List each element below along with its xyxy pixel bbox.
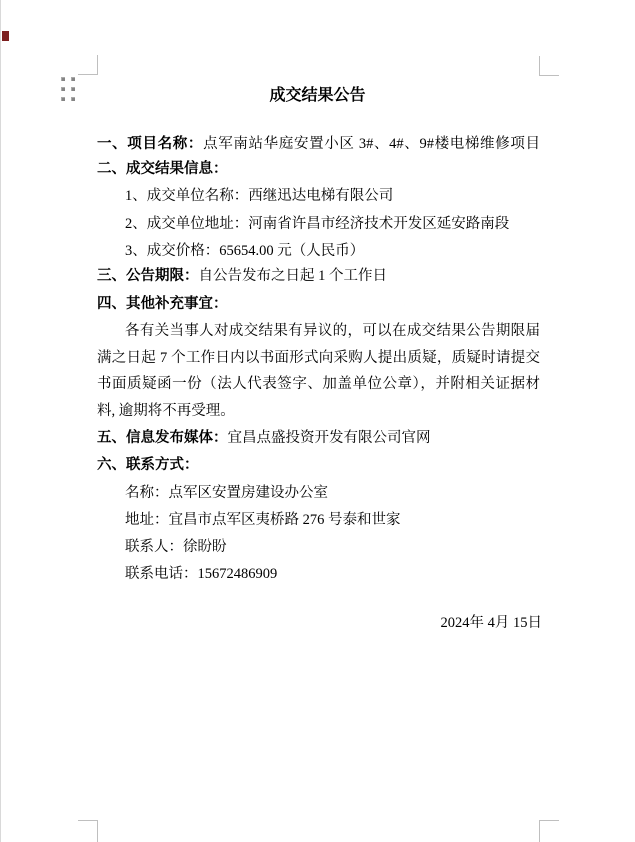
margin-crop-mark-top-right [539,56,559,76]
section-6-heading [97,452,199,479]
body-paragraph-line-4: 料, 逾期将不再受理。 [97,403,235,419]
section-2-heading [97,156,228,183]
section-1-label: 一、项目名称： [97,136,204,152]
result-item-1: 1、成交单位名称：西继迅达电梯有限公司 [125,188,394,204]
section-5-heading [97,425,431,452]
document-title: 成交结果公告 [269,87,366,104]
section-5-text: 宜昌点盛投资开发有限公司官网 [227,430,431,446]
section-1-heading [97,131,540,158]
result-item-3: 3、成交价格：65654.00 元（人民币） [125,243,365,259]
red-marker [2,31,9,41]
section-4-heading [97,291,228,318]
body-paragraph-line-3: 书面质疑函一份（法人代表签字、加盖单位公章），并附相关证据材 [97,376,540,392]
margin-crop-mark-top-left [78,55,98,75]
result-item-2: 2、成交单位地址：河南省许昌市经济技术开发区延安路南段 [125,216,510,232]
section-3-text: 自公告发布之日起 1 个工作日 [198,268,387,284]
section-6-label: 六、联系方式： [97,457,199,473]
body-paragraph-line-1: 各有关当事人对成交结果有异议的，可以在成交结果公告期限届 [125,323,540,339]
contact-phone-line: 联系电话：15672486909 [125,566,278,582]
margin-crop-mark-bottom-right [539,820,559,842]
section-1-text: 点军南站华庭安置小区 3#、4#、9#楼电梯维修项目 [203,136,541,152]
contact-person-line: 联系人：徐盼盼 [125,539,227,555]
page-left-edge [0,0,1,842]
section-5-label: 五、信息发布媒体： [97,430,228,446]
section-3-label: 三、公告期限： [97,268,199,284]
contact-address-line: 地址：宜昌市点军区夷桥路 276 号泰和世家 [125,512,401,528]
section-2-label: 二、成交结果信息： [97,161,228,177]
section-4-label: 四、其他补充事宜： [97,296,228,312]
body-paragraph-line-2: 满之日起 7 个工作日内以书面形式向采购人提出质疑，质疑时请提交 [97,350,540,366]
section-3-heading [97,263,387,290]
document-date: 2024年 4月 15日 [440,615,542,631]
margin-crop-mark-bottom-left [78,820,98,842]
contact-name-line: 名称：点军区安置房建设办公室 [125,485,328,501]
